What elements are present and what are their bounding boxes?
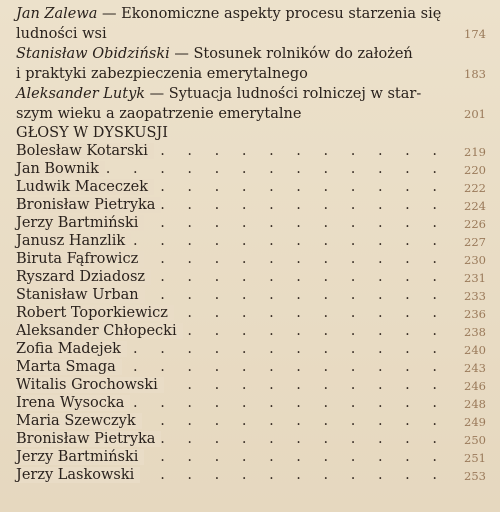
entry-title-start: — Ekonomiczne aspekty procesu starzenia się <box>97 6 442 22</box>
entry-author: Aleksander Lutyk <box>16 86 146 102</box>
entry-title-continued: szym wieku a zaopatrzenie emerytalne <box>16 106 302 122</box>
entry-page-number: 183 <box>464 67 486 81</box>
speaker-row <box>16 160 486 178</box>
speaker-page-number: 231 <box>464 271 486 285</box>
speaker-row <box>16 178 486 196</box>
speaker-row <box>16 394 486 412</box>
speaker-name: Biruta Fąfrowicz <box>16 251 144 267</box>
speaker-row <box>16 250 486 268</box>
speaker-page-number: 227 <box>464 235 486 249</box>
entry-page-number: 174 <box>464 27 486 41</box>
speaker-page-number: 238 <box>464 325 486 339</box>
speaker-page-number: 233 <box>464 289 486 303</box>
speaker-page-number: 226 <box>464 217 486 231</box>
speaker-page-number: 224 <box>464 199 486 213</box>
speaker-page-number: 250 <box>464 433 486 447</box>
entry-page-number: 201 <box>464 107 486 121</box>
speaker-row <box>16 304 486 322</box>
speaker-name: Ryszard Dziadosz <box>16 269 151 285</box>
speaker-name: Aleksander Chłopecki <box>16 323 183 339</box>
speaker-row <box>16 286 486 304</box>
speaker-name: Bolesław Kotarski <box>16 143 154 159</box>
speaker-name: Irena Wysocka <box>16 395 130 411</box>
speaker-name: Robert Toporkiewicz <box>16 305 174 321</box>
speaker-page-number: 253 <box>464 469 486 483</box>
speaker-page-number: 219 <box>464 145 486 159</box>
speaker-row <box>16 142 486 160</box>
speaker-page-number: 240 <box>464 343 486 357</box>
speaker-row <box>16 340 486 358</box>
speaker-page-number: 248 <box>464 397 486 411</box>
speaker-row <box>16 214 486 232</box>
speaker-name: Bronisław Pietryka <box>16 197 161 213</box>
speaker-row <box>16 376 486 394</box>
speaker-row <box>16 412 486 430</box>
speaker-page-number: 230 <box>464 253 486 267</box>
speaker-page-number: 220 <box>464 163 486 177</box>
speaker-page-number: 243 <box>464 361 486 375</box>
entry-line-1 <box>16 4 486 24</box>
speaker-name: Zofia Madejek <box>16 341 127 357</box>
speaker-row <box>16 196 486 214</box>
speaker-row <box>16 268 486 286</box>
speaker-name: Bronisław Pietryka <box>16 431 161 447</box>
speaker-row <box>16 358 486 376</box>
toc-entry <box>16 84 486 124</box>
entry-title-continued: i praktyki zabezpieczenia emerytalnego <box>16 66 308 82</box>
speaker-name: Jerzy Bartmiński <box>16 449 144 465</box>
speaker-row <box>16 448 486 466</box>
speaker-list <box>16 142 486 484</box>
toc-entry <box>16 44 486 84</box>
entry-title-start: — Stosunek rolników do założeń <box>169 46 413 62</box>
entry-author: Jan Zalewa <box>16 6 98 22</box>
entry-title-start: — Sytuacja ludności rolniczej w star- <box>145 86 422 102</box>
speaker-row <box>16 322 486 340</box>
speaker-name: Janusz Hanzlik <box>16 233 131 249</box>
speaker-page-number: 249 <box>464 415 486 429</box>
speaker-name: Jerzy Bartmiński <box>16 215 144 231</box>
speaker-name: Maria Szewczyk <box>16 413 142 429</box>
entry-line-1 <box>16 84 486 104</box>
section-heading: GŁOSY W DYSKUSJI <box>16 125 168 141</box>
speaker-row <box>16 232 486 250</box>
speaker-page-number: 251 <box>464 451 486 465</box>
speaker-page-number: 222 <box>464 181 486 195</box>
speaker-name: Jan Bownik <box>16 161 105 177</box>
speaker-name: Ludwik Maceczek <box>16 179 154 195</box>
entry-title-continued: ludności wsi <box>16 26 107 42</box>
speaker-name: Jerzy Laskowski <box>16 467 140 483</box>
speaker-row <box>16 430 486 448</box>
toc-entry <box>16 4 486 44</box>
speaker-name: Stanisław Urban <box>16 287 145 303</box>
speaker-row <box>16 466 486 484</box>
speaker-page-number: 236 <box>464 307 486 321</box>
speaker-name: Witalis Grochowski <box>16 377 164 393</box>
speaker-page-number: 246 <box>464 379 486 393</box>
speaker-name: Marta Smaga <box>16 359 122 375</box>
entry-line-1 <box>16 44 486 64</box>
entry-author: Stanisław Obidziński <box>16 46 170 62</box>
